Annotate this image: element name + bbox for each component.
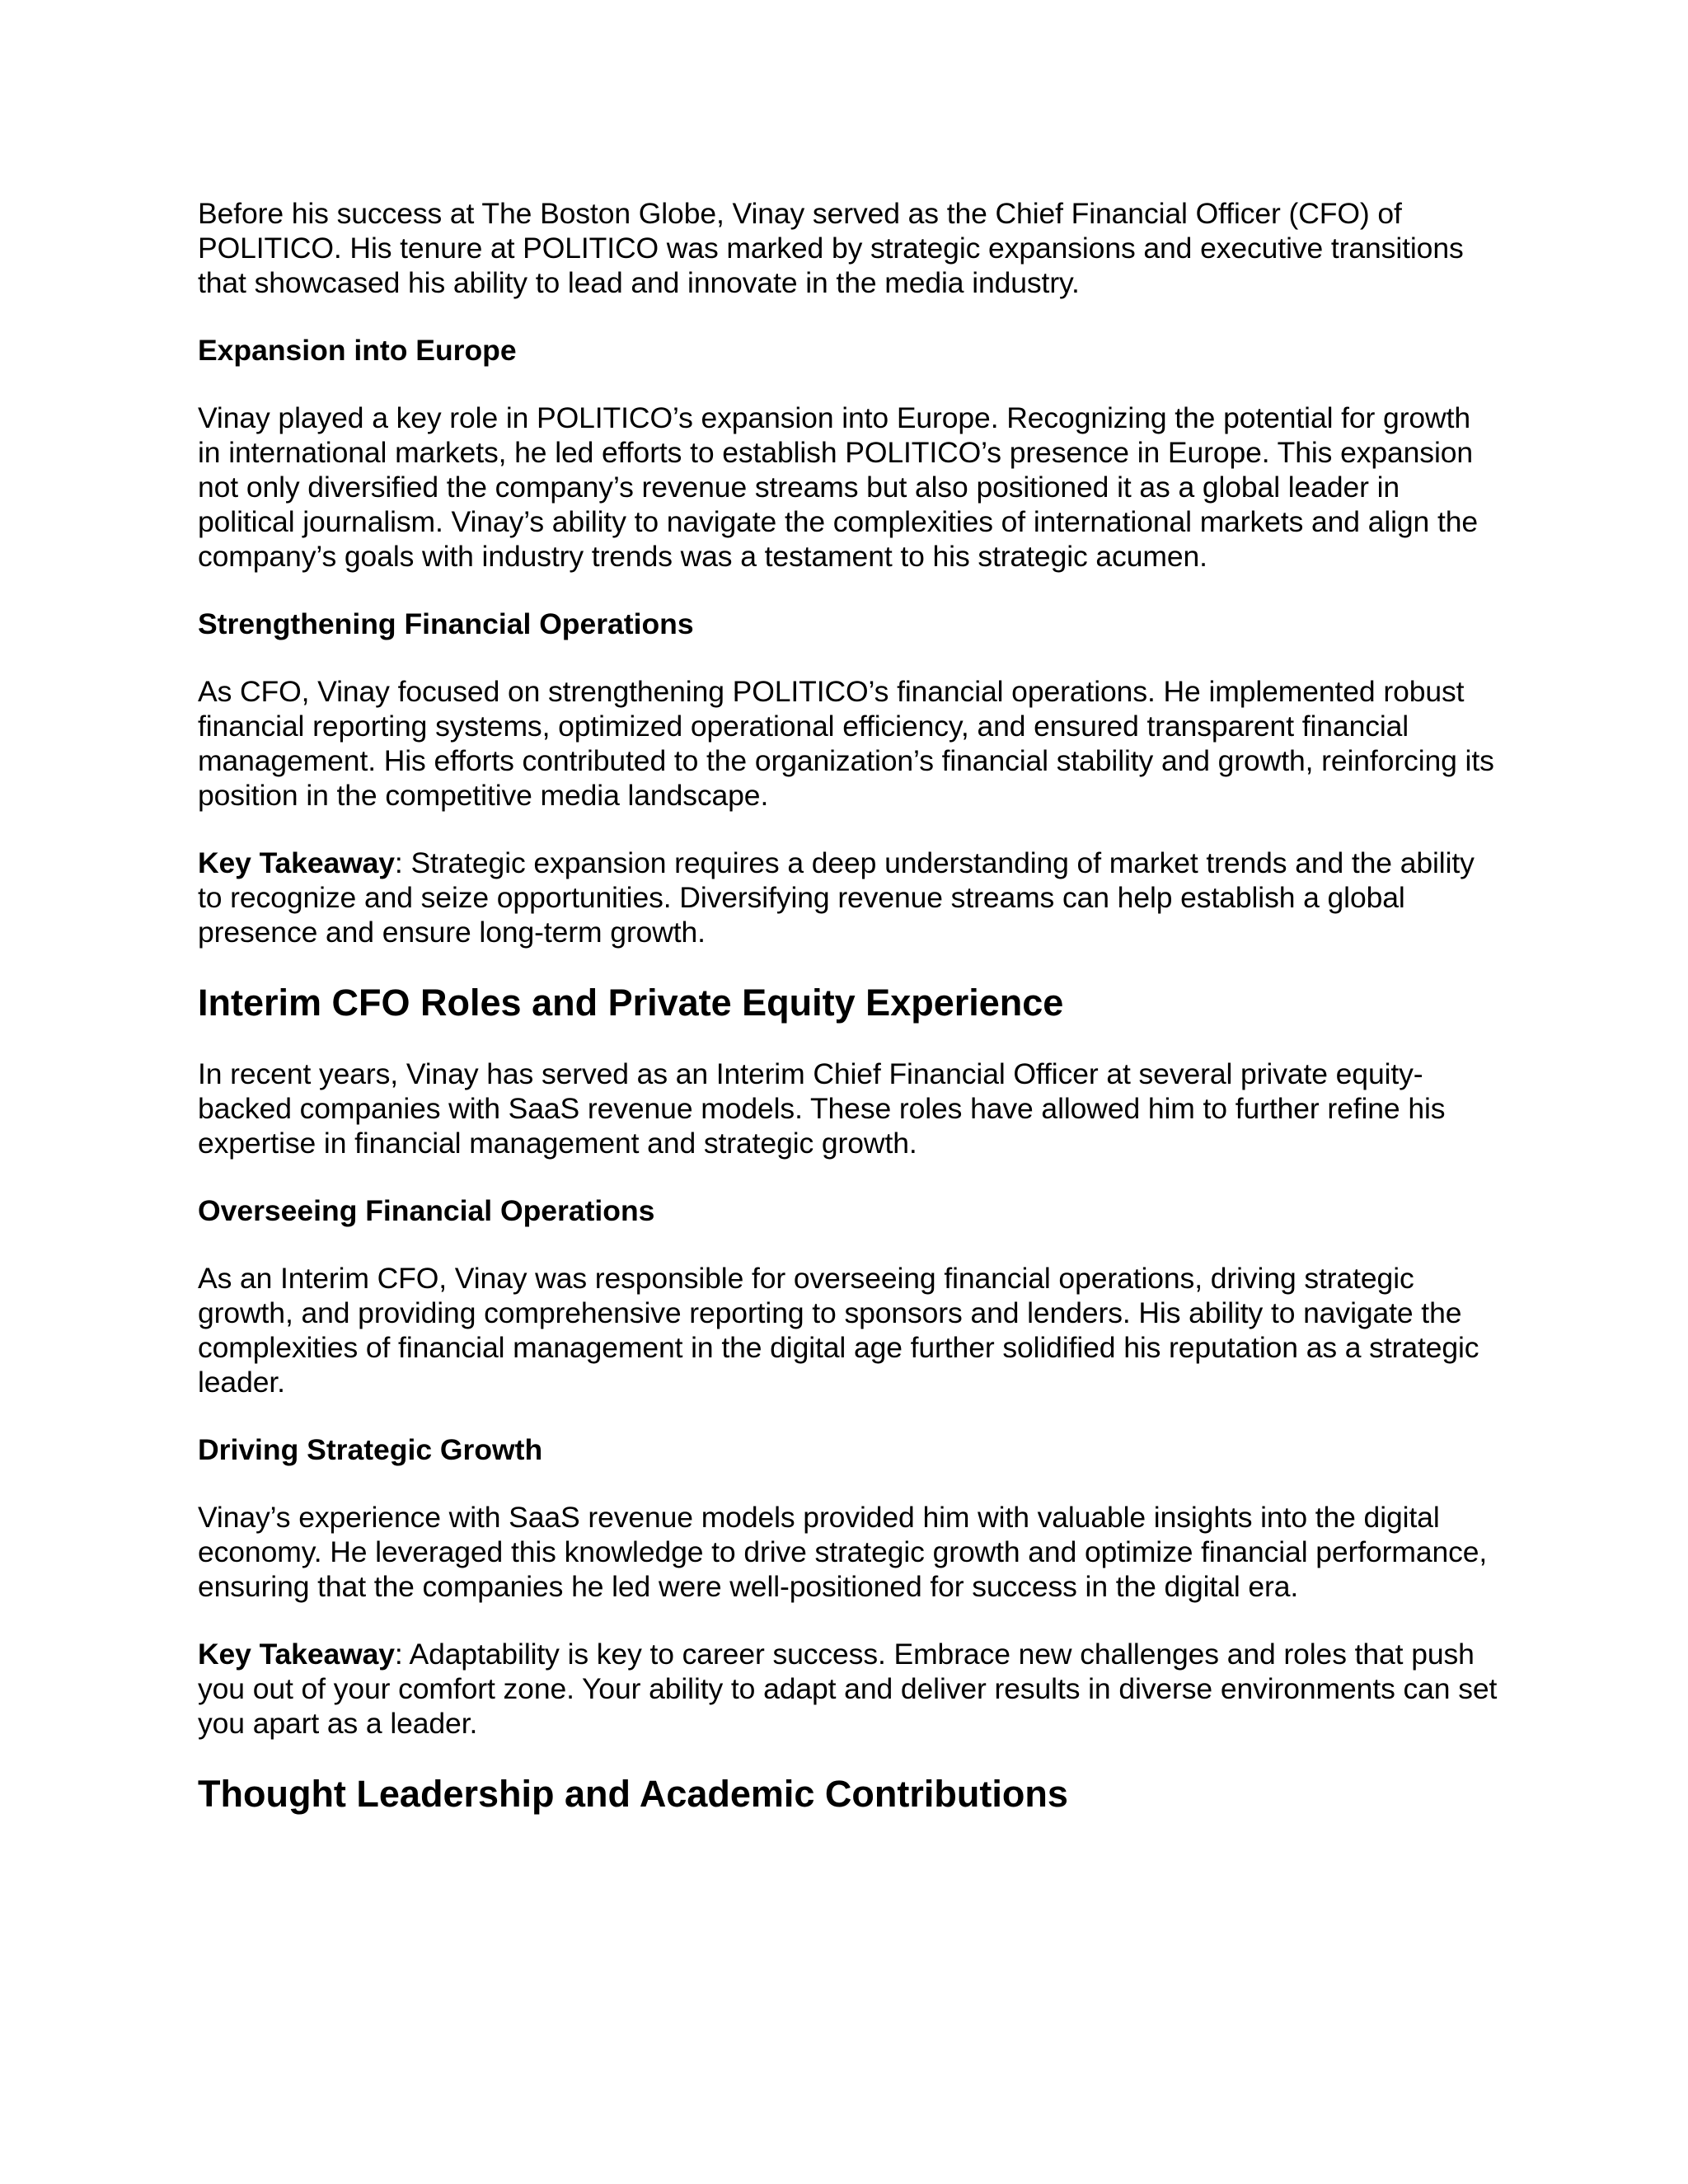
key-takeaway-2-text: : Adaptability is key to career success. Embrace new challenges and roles that push you out of your comfort zone. Your ability to adapt and deliver results in diverse environments can set you apart as a leader. — [198, 1638, 1498, 1740]
expansion-europe-heading: Expansion into Europe — [198, 334, 517, 367]
driving-growth-heading: Driving Strategic Growth — [198, 1433, 543, 1466]
interim-cfo-section-heading: Interim CFO Roles and Private Equity Experience — [198, 982, 1064, 1024]
key-takeaway-2 — [198, 1637, 1500, 1741]
expansion-europe-paragraph: Vinay played a key role in POLITICO’s expansion into Europe. Recognizing the potential for growth in international markets, he led efforts to establish POLITICO’s presence in Europe. This expansion not only diversified the company’s revenue streams but also positioned it as a global leader in political journalism. Vinay’s ability to navigate the complexities of international markets and align the company’s goals with industry trends was a testament to his strategic acumen. — [198, 401, 1479, 573]
thought-leadership-section-heading: Thought Leadership and Academic Contributions — [198, 1773, 1068, 1815]
strengthening-operations-heading: Strengthening Financial Operations — [198, 607, 694, 640]
key-takeaway-1-label: Key Takeaway — [198, 846, 395, 879]
document-page — [198, 196, 1500, 1848]
key-takeaway-1 — [198, 846, 1500, 949]
overseeing-operations-heading: Overseeing Financial Operations — [198, 1194, 655, 1227]
intro-paragraph: Before his success at The Boston Globe, Vinay served as the Chief Financial Officer (CFO) of POLITICO. His tenure at POLITICO was marked by strategic expansions and executive transitions that showcased his ability to lead and innovate in the media industry. — [198, 197, 1464, 299]
strengthening-operations-paragraph: As CFO, Vinay focused on strengthening POLITICO’s financial operations. He implemented robust financial reporting systems, optimized operational efficiency, and ensured transparent financial management. His efforts contributed to the organization’s financial stability and growth, reinforcing its position in the competitive media landscape. — [198, 675, 1494, 812]
interim-cfo-intro-paragraph: In recent years, Vinay has served as an Interim Chief Financial Officer at several private equity-backed companies with SaaS revenue models. These roles have allowed him to further refine his expertise in financial management and strategic growth. — [198, 1057, 1446, 1160]
key-takeaway-1-text: : Strategic expansion requires a deep understanding of market trends and the ability to recognize and seize opportunities. Diversifying revenue streams can help establish a global presence and ensure long-term growth. — [198, 846, 1475, 949]
overseeing-operations-paragraph: As an Interim CFO, Vinay was responsible for overseeing financial operations, driving strategic growth, and providing comprehensive reporting to sponsors and lenders. His ability to navigate the complexities of financial management in the digital age further solidified his reputation as a strategic leader. — [198, 1262, 1479, 1399]
key-takeaway-2-label: Key Takeaway — [198, 1638, 395, 1671]
driving-growth-paragraph: Vinay’s experience with SaaS revenue models provided him with valuable insights into the digital economy. He leveraged this knowledge to drive strategic growth and optimize financial performance, ensuring that the companies he led were well-positioned for success in the digital era. — [198, 1501, 1488, 1603]
